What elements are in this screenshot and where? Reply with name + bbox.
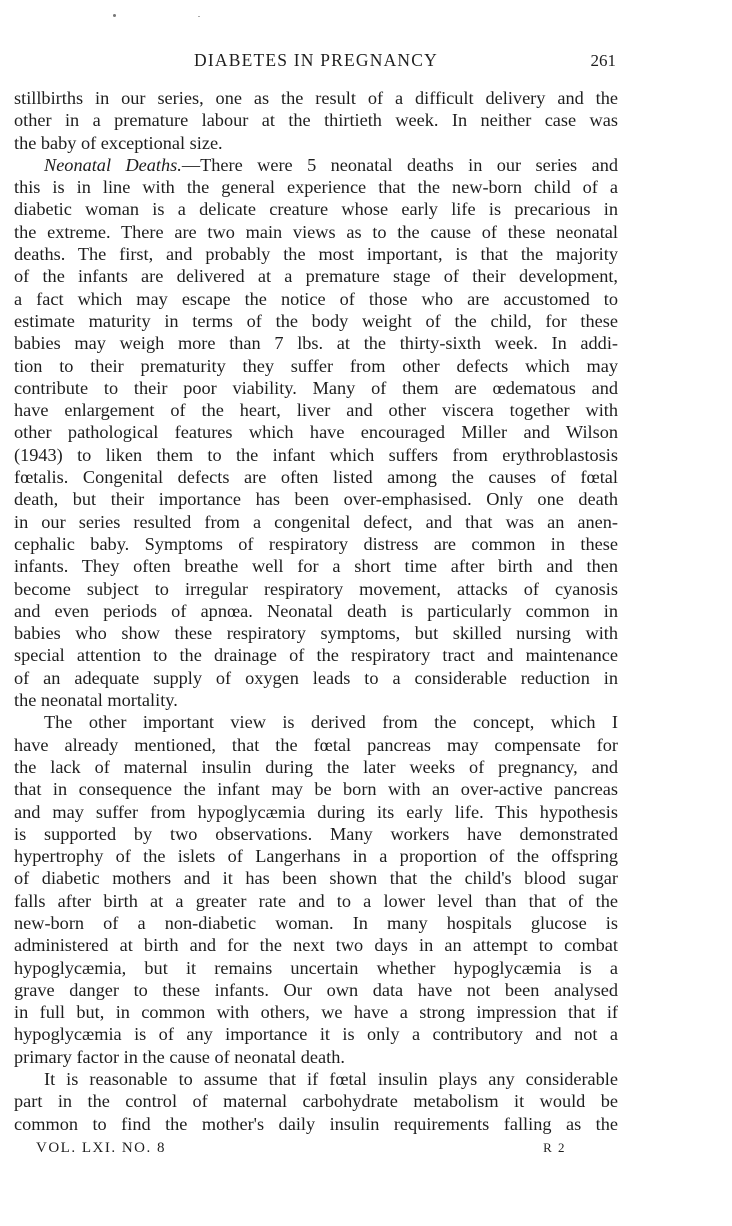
- text-line: have already mentioned, that the fœtal pancreas may compensate for: [14, 734, 618, 755]
- text-line: death, but their importance has been over-emphasised. Only one death: [14, 489, 618, 510]
- text-line: estimate maturity in terms of the body weight of the child, for these: [14, 310, 618, 331]
- text-line: tion to their prematurity they suffer from other defects which may: [14, 355, 618, 376]
- text-line: in our series resulted from a congenital defect, and that was an anen-: [14, 511, 618, 532]
- text-line: The other important view is derived from the concept, which I: [44, 712, 618, 733]
- text-line: and may suffer from hypoglycæmia during its early life. This hypothesis: [14, 801, 618, 822]
- text-fragment: —There were 5 neonatal deaths in our series and: [181, 154, 618, 175]
- text-line: grave danger to these infants. Our own data have not been analysed: [14, 979, 618, 1000]
- text-line: of diabetic mothers and it has been shown that the child's blood sugar: [14, 868, 618, 889]
- text-line: a fact which may escape the notice of those who are accustomed to: [14, 288, 618, 309]
- body-text: [14, 87, 618, 1135]
- text-line: special attention to the drainage of the respiratory tract and maintenance: [14, 645, 618, 666]
- text-line: and even periods of apnœa. Neonatal death is particularly common in: [14, 600, 618, 621]
- running-title: DIABETES IN PREGNANCY: [194, 50, 438, 70]
- text-line: of the infants are delivered at a premature stage of their development,: [14, 266, 618, 287]
- text-line: infants. They often breathe well for a short time after birth and then: [14, 556, 618, 577]
- text-line: the baby of exceptional size.: [14, 132, 223, 153]
- text-line: the extreme. There are two main views as to the cause of these neonatal: [14, 221, 618, 242]
- text-line: It is reasonable to assume that if fœtal insulin plays any considerable: [44, 1069, 618, 1090]
- text-line: fœtalis. Congenital defects are often listed among the causes of fœtal: [14, 467, 618, 488]
- text-line: new-born of a non-diabetic woman. In many hospitals glucose is: [14, 912, 618, 933]
- volume-label: VOL. LXI. NO. 8: [36, 1140, 166, 1156]
- text-line: the neonatal mortality.: [14, 690, 178, 711]
- text-line: other in a premature labour at the thirtieth week. In neither case was: [14, 110, 618, 131]
- section-heading: Neonatal Deaths.: [44, 154, 182, 175]
- running-head: [0, 50, 732, 74]
- text-line: the lack of maternal insulin during the later weeks of pregnancy, and: [14, 756, 618, 777]
- text-line: contribute to their poor viability. Many of them are œdematous and: [14, 377, 618, 398]
- page-number: 261: [590, 51, 616, 70]
- text-line: part in the control of maternal carbohydrate metabolism it would be: [14, 1091, 618, 1112]
- page-footer: [36, 1140, 576, 1162]
- text-line: babies who show these respiratory symptoms, but skilled nursing with: [14, 623, 618, 644]
- print-speck: [113, 14, 116, 17]
- text-line: babies may weigh more than 7 lbs. at the thirty-sixth week. In addi-: [14, 333, 618, 354]
- text-line: other pathological features which have encouraged Miller and Wilson: [14, 422, 618, 443]
- text-line: of an adequate supply of oxygen leads to a considerable reduction in: [14, 667, 618, 688]
- text-line: have enlargement of the heart, liver and other viscera together with: [14, 400, 618, 421]
- text-line: hypoglycæmia, but it remains uncertain whether hypoglycæmia is a: [14, 957, 618, 978]
- text-line: primary factor in the cause of neonatal death.: [14, 1046, 345, 1067]
- text-line: hypoglycæmia is of any importance it is only a contributory and not a: [14, 1024, 618, 1045]
- text-line: diabetic woman is a delicate creature whose early life is precarious in: [14, 199, 618, 220]
- signature-mark: R 2: [543, 1140, 566, 1155]
- text-line: hypertrophy of the islets of Langerhans in a proportion of the offspring: [14, 846, 618, 867]
- text-line: that in consequence the infant may be born with an over-active pancreas: [14, 779, 618, 800]
- text-line: deaths. The first, and probably the most important, is that the majority: [14, 244, 618, 265]
- text-line: in full but, in common with others, we have a strong impression that if: [14, 1002, 618, 1023]
- text-line: stillbirths in our series, one as the result of a difficult delivery and the: [14, 88, 618, 108]
- text-line: common to find the mother's daily insulin requirements falling as the: [14, 1113, 618, 1134]
- text-line: become subject to irregular respiratory movement, attacks of cyanosis: [14, 578, 618, 599]
- text-line: (1943) to liken them to the infant which suffers from erythroblastosis: [14, 444, 618, 465]
- text-line: [14, 154, 618, 176]
- text-line: cephalic baby. Symptoms of respiratory distress are common in these: [14, 533, 618, 554]
- print-speck: [198, 16, 200, 17]
- text-line: this is in line with the general experience that the new-born child of a: [14, 177, 618, 198]
- text-line: administered at birth and for the next two days in an attempt to combat: [14, 935, 618, 956]
- text-line: falls after birth at a greater rate and to a lower level than that of the: [14, 890, 618, 911]
- text-line: is supported by two observations. Many workers have demonstrated: [14, 823, 618, 844]
